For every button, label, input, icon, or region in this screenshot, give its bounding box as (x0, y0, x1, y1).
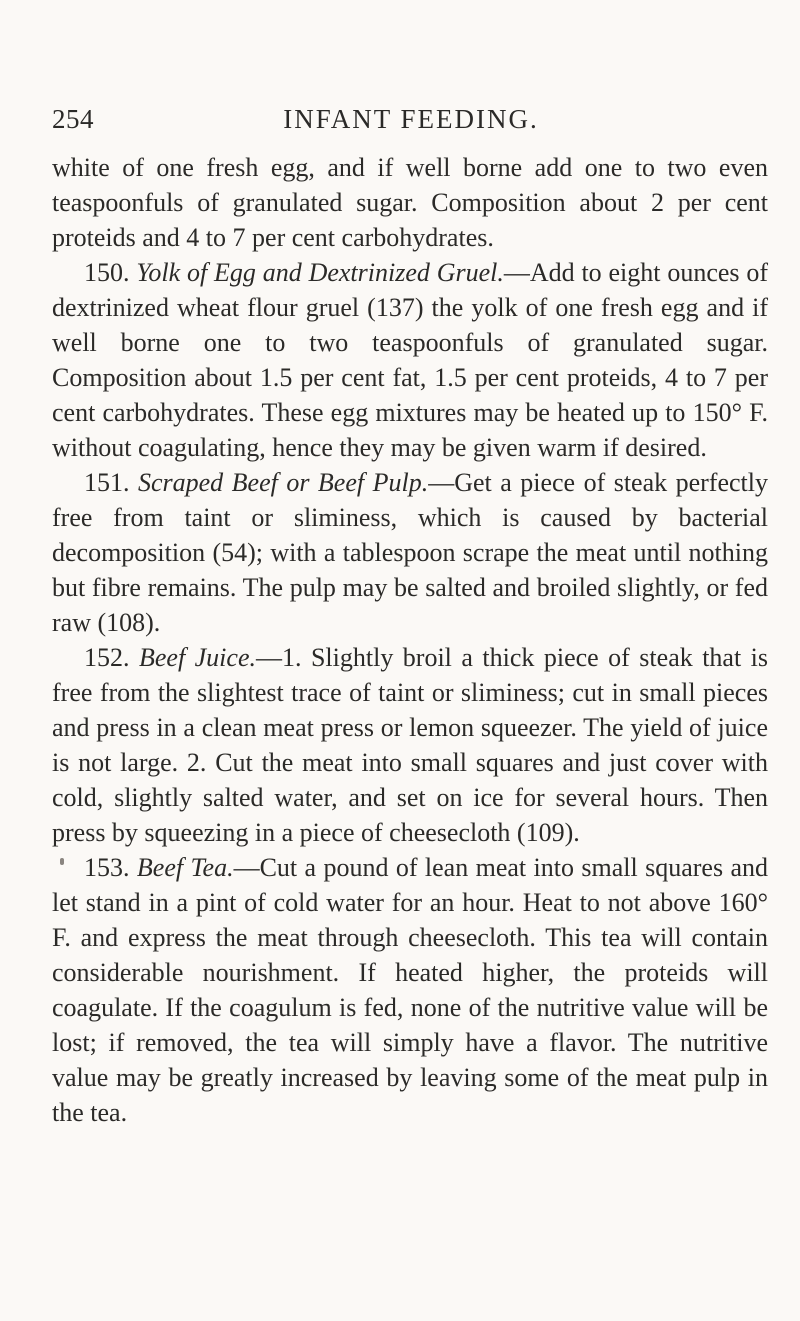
section-number: 150. (84, 258, 130, 287)
body-text (52, 150, 768, 1130)
paragraph-text: white of one fresh egg, and if well borne add one to two even teaspoonfuls of granulated sugar. Composition about 2 per cent proteids and 4 to 7 per cent carbohydrates. (52, 153, 768, 252)
section-title: Beef Juice. (138, 643, 256, 672)
section-number: 151. (84, 468, 130, 497)
section-number: 153. (84, 853, 130, 882)
paragraph-text: Add to eight ounces of dextrinized wheat flour gruel (137) the yolk of one fresh egg and if well borne one to two teaspoonfuls of granulated sugar. Composition about 1.5 per cent fat, 1.5 per cent proteids, 4 to 7 per cent carbohydrates. These egg mixtures may be heated up to 150° F. without coagulating, hence they may be given warm if desired. (52, 258, 769, 462)
section-title: Beef Tea. (136, 853, 234, 882)
em-dash: — (256, 643, 282, 672)
paragraph-152 (52, 640, 768, 850)
section-title: Scraped Beef or Beef Pulp. (137, 468, 429, 497)
paragraph-151 (52, 465, 768, 640)
em-dash: — (503, 258, 530, 287)
paragraph-text: Get a piece of steak perfectly free from taint or sliminess, which is caused by bacterial decomposition (54); with a tablespoon scrape the meat until nothing but fibre remains. The pulp may be salted and broiled slightly, or fed raw (108). (52, 468, 768, 637)
em-dash: — (428, 468, 455, 497)
running-head (52, 104, 770, 144)
paragraph-153 (52, 850, 768, 1130)
section-number: 152. (84, 643, 130, 672)
paragraph-150 (52, 255, 768, 465)
em-dash: — (233, 853, 260, 882)
paragraph-text: Cut a pound of lean meat into small squares and let stand in a pint of cold water for an hour. Heat to not above 160° F. and express the meat through cheesecloth. This tea will contain considerable nourishment. If heated higher, the proteids will coagulate. If the coagulum is fed, none of the nutritive value will be lost; if removed, the tea will simply have a flavor. The nutritive value may be greatly increased by leaving some of the meat pulp in the tea. (52, 853, 768, 1127)
section-title: Yolk of Egg and Dextrinized Gruel. (136, 258, 504, 287)
page-number: 254 (52, 104, 94, 134)
margin-mark (60, 858, 64, 865)
paragraph-text: 1. Slightly broil a thick piece of steak that is free from the slightest trace of taint or sliminess; cut in small pieces and press in a clean meat press or lemon squeezer. The yield of juice is not large. 2. Cut the meat into small squares and just cover with cold, slightly salted water, and set on ice for several hours. Then press by squeezing in a piece of cheesecloth (109). (52, 643, 769, 847)
paragraph-continuation (52, 150, 768, 255)
running-title: INFANT FEEDING. (283, 104, 539, 134)
